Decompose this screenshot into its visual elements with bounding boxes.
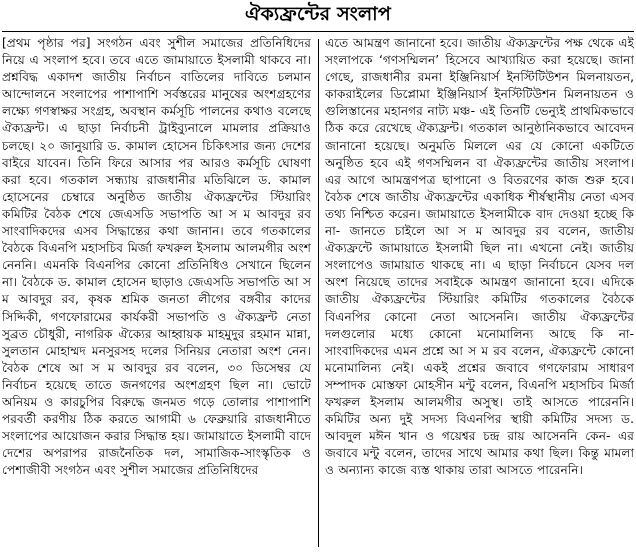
article-column-left (2, 35, 311, 550)
continued-from-label: [প্রথম পৃষ্ঠার পর] (2, 36, 91, 50)
article-columns (2, 35, 634, 550)
article-text-right: এতে আমন্ত্রণ জানানো হবে। জাতীয় ঐক্যফ্রন্টের পক্ষ থেকে এই সংলাপকে ‘গণসম্মিলন’ হিসেবে আখ্যায়িত করা হয়েছে। জানা গেছে, রাজধানীর রমনা ইঞ্জিনিয়ার্স ইনস্টিটিউশন মিলনায়তন, কাকরাইলের ডিপ্লোমা ইঞ্জিনিয়ার্স ইনস্টিটিউশন মিলনায়তন ও গুলিস্তানের মহানগর নাট্য মঞ্চ- এই তিনটি ভেন্যুই প্রাথমিকভাবে ঠিক করে রেখেছে ঐক্যফ্রন্ট। গতকাল আনুষ্ঠানিকভাবে আবেদন জানানো হয়েছে। অনুমতি মিললে এর যে কোনো একটিতে অনুষ্ঠিত হবে এই গণসম্মিলন বা ঐক্যফ্রন্টের জাতীয় সংলাপ। এর আগে আমন্ত্রণপত্র ছাপানো ও বিতরণের কাজ শুরু হবে। বৈঠক শেষে জাতীয় ঐক্যফ্রন্টের একাধিক শীর্ষস্থানীয় নেতা এসব তথ্য নিশ্চিত করেন। জামায়াতে ইসলামীকে বাদ দেওয়া হচ্ছে কি না- জানতে চাইলে আ স ম আবদুর রব বলেন, জাতীয় ঐক্যফ্রন্টে জামায়াতে ইসলামী ছিল না। এখনো নেই। জাতীয় সংলাপেও জামায়াত থাকছে না। এ ছাড়া নির্বাচনে যেসব দল অংশ নিয়েছে তাদের সবাইকে আমন্ত্রণ জানানো হবে। এদিকে জাতীয় ঐক্যফ্রন্টের স্টিয়ারিং কমিটির গতকালের বৈঠকে বিএনপির কোনো নেতা আসেননি। জাতীয় ঐক্যফ্রন্টের দলগুলোর মধ্যে কোনো মনোমালিন্য আছে কি না- সাংবাদিকদের এমন প্রশ্নে আ স ম রব বলেন, ঐক্যফ্রন্টে কোনো মনোমালিন্য নেই। একই প্রশ্নের জবাবে গণফোরাম সাধারণ সম্পাদক মোস্তফা মোহসীন মন্টু বলেন, বিএনপি মহাসচিব মির্জা ফখরুল ইসলাম আলমগীর অসুস্থ। তাই আসতে পারেননি। কমিটির অন্য দুই সদস্য বিএনপির স্থায়ী কমিটির সদস্য ড. আবদুল মঈন খান ও গয়েশ্বর চন্দ্র রায় আসেননি কেন- এর জবাবে মন্টু বলেন, তাদের সাথে আমার কথা ছিল। কিন্তু মামলা ও অন্যান্য কাজে ব্যস্ত থাকায় তারা আসতে পারেননি। (325, 36, 634, 478)
column-divider (318, 39, 319, 547)
article-column-right (325, 35, 634, 550)
headline-rule (2, 31, 634, 32)
article-body-right (325, 35, 634, 479)
article-body-left (2, 35, 311, 479)
article-text-left: সংগঠন এবং সুশীল সমাজের প্রতিনিধিদের নিয়ে এ সংলাপ হবে। তবে এতে জামায়াতে ইসলামী থাকবে না। প্রশ্নবিদ্ধ একাদশ জাতীয় নির্বাচন বাতিলের দাবিতে চলমান আন্দোলনে সংলাপের পাশাপাশি সর্বস্তরের মানুষের অংশগ্রহণের লক্ষ্যে গণস্বাক্ষর সংগ্রহ, অবস্থান কর্মসূচি পালনের কথাও বলেছে ঐক্যফ্রন্ট। এ ছাড়া নির্বাচনী ট্রাইব্যুনালে মামলার প্রক্রিয়াও চলছে। ২০ জানুয়ারি ড. কামাল হোসেন চিকিৎসার জন্য দেশের বাইরে যাবেন। তিনি ফিরে আসার পর আরও কর্মসূচি ঘোষণা করা হবে। গতকাল সন্ধ্যায় রাজধানীর মতিঝিলে ড. কামাল হোসেনের চেম্বারে অনুষ্ঠিত জাতীয় ঐক্যফ্রন্টের স্টিয়ারিং কমিটির বৈঠক শেষে জেএসডি সভাপতি আ স ম আবদুর রব সাংবাদিকদের এসব সিদ্ধান্তের কথা জানান। তবে গতকালের বৈঠকে বিএনপি মহাসচিব মির্জা ফখরুল ইসলাম আলমগীর অংশ নেননি। এমনকি বিএনপির কোনো প্রতিনিধিও সেখানে ছিলেন না। বৈঠকে ড. কামাল হোসেন ছাড়াও জেএসডি সভাপতি আ স ম আবদুর রব, কৃষক শ্রমিক জনতা লীগের বঙ্গবীর কাদের সিদ্দিকী, গণফোরামের কার্যকরী সভাপতি ও ঐক্যফ্রন্ট নেতা সুব্রত চৌধুরী, নাগরিক ঐক্যের আহ্বায়ক মাহমুদুর রহমান মান্না, সুলতান মোহাম্মদ মনসুরসহ দলের সিনিয়র নেতারা অংশ নেন। বৈঠক শেষে আ স ম আবদুর রব বলেন, ৩০ ডিসেম্বর যে নির্বাচন হয়েছে তাতে জনগণের অংশগ্রহণ ছিল না। ভোটে অনিয়ম ও কারচুপির বিরুদ্ধে জনমত গড়ে তোলার পাশাপাশি পরবর্তী করণীয় ঠিক করতে আগামী ৬ ফেব্রুয়ারি রাজধানীতে সংলাপের আয়োজন করার সিদ্ধান্ত হয়। জামায়াতে ইসলামী বাদে দেশের অপরাপর রাজনৈতিক দল, সামাজিক-সাংস্কৃতিক ও পেশাজীবী সংগঠন এবং সুশীল সমাজের প্রতিনিধিদের (2, 36, 311, 478)
article-headline: ঐক্যফ্রন্টের সংলাপ (245, 3, 391, 25)
